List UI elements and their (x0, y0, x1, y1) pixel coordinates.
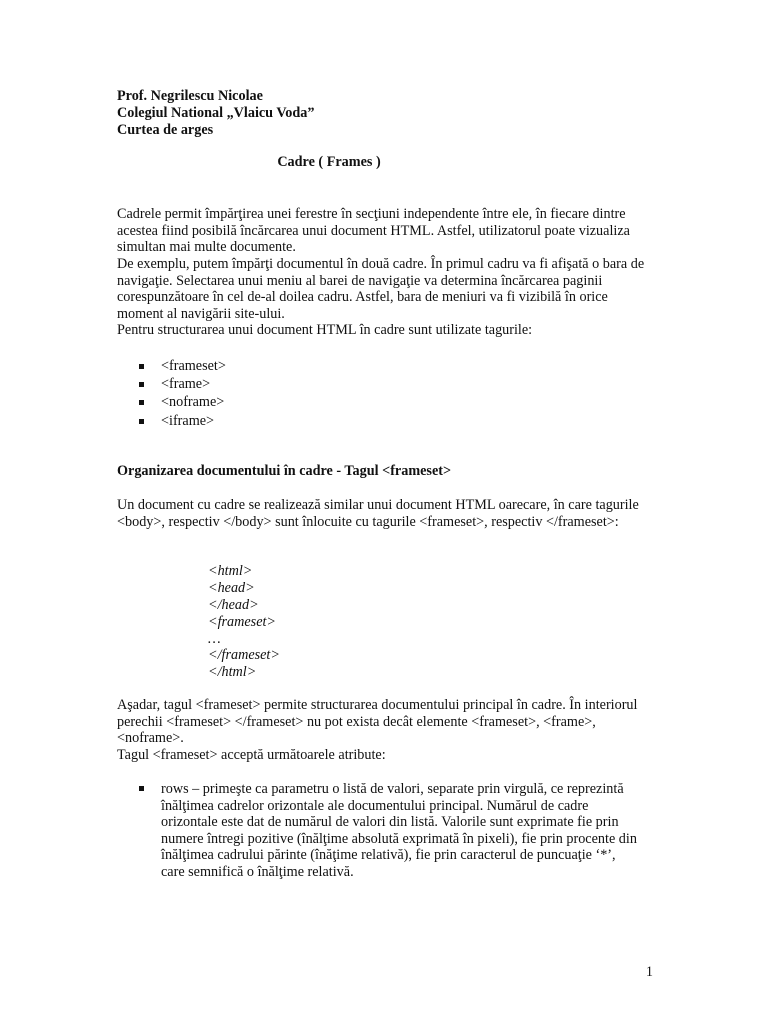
list-item (139, 357, 226, 375)
bullet-icon (139, 364, 144, 369)
list-item (139, 394, 226, 412)
tag-list (139, 357, 226, 430)
list-item (139, 412, 226, 430)
tag-item-text: <frame> (161, 376, 211, 393)
code-line: </html> (208, 664, 257, 681)
code-line: <frameset> (208, 613, 277, 630)
section-paragraph-2: Aşadar, tagul <frameset> permite structurarea documentului principal în cadre. În interiorul perechii <frameset> </frameset> nu pot exista decât elemente <frameset>, <frame>, <noframe>. (117, 697, 638, 747)
list-item (139, 375, 226, 393)
tag-item-text: <noframe> (161, 394, 225, 411)
tag-item-text: <iframe> (161, 412, 215, 429)
document-title: Cadre ( Frames ) (277, 154, 381, 170)
code-line: <html> (208, 563, 253, 579)
section-paragraph-1: Un document cu cadre se realizează similar unui document HTML oarecare, în care tagurile <body>, respectiv </body> sunt înlocuite cu tagurile <frameset>, respectiv </frameset>: (117, 497, 639, 530)
code-line: </frameset> (208, 647, 280, 664)
bullet-icon (139, 400, 144, 405)
school-line: Colegiul National „Vlaicu Voda” (117, 105, 315, 121)
intro-paragraph-1: Cadrele permit împărţirea unei ferestre în secţiuni independente între ele, în fiecare dintre acestea fiind posibilă încărcarea unui document HTML. Astfel, utilizatorul poate vizualiza simultan mai multe documente. (117, 206, 630, 256)
city-line: Curtea de arges (117, 122, 214, 138)
attribute-rows-description: rows – primeşte ca parametru o listă de valori, separate prin virgulă, ce reprezintă înălţimea cadrelor orizontale ale documentului principal. Numărul de cadre orizontale este dat de numărul de valori din listă. Valorile sunt exprimate fie prin numere întregi pozitive (înălţime absolută exprimată în pixeli), fie prin procente din înălţimea cadrului părinte (înăţime relativă), fie prin caracterul de puncuaţie ‘*’, care semnifică o înălţime relativă. (161, 781, 637, 880)
code-line: </head> (208, 596, 259, 613)
code-line: <head> (208, 579, 255, 596)
page-number: 1 (645, 964, 653, 980)
author-line: Prof. Negrilescu Nicolae (117, 88, 263, 104)
bullet-icon (139, 786, 144, 791)
code-line: … (208, 630, 221, 647)
code-example (208, 563, 280, 681)
intro-paragraph-3: Pentru structurarea unui document HTML în cadre sunt utilizate tagurile: (117, 322, 533, 338)
section-heading: Organizarea documentului în cadre - Tagul <frameset> (117, 463, 452, 479)
bullet-icon (139, 419, 144, 424)
intro-paragraph-2: De exemplu, putem împărţi documentul în două cadre. În primul cadru va fi afişată o bara de navigaţie. Selectarea unui meniu al barei de navigaţie va determina încărcarea paginii corespunzătoare în cel de-al doilea cadru. Astfel, bara de meniuri va fi vizibilă în orice moment al navigării site-ului. (117, 256, 645, 322)
bullet-icon (139, 382, 144, 387)
attribute-list (139, 781, 639, 881)
document-header (117, 88, 314, 139)
tag-item-text: <frameset> (161, 357, 226, 374)
section-paragraph-3: Tagul <frameset> acceptă următoarele atribute: (117, 747, 386, 763)
